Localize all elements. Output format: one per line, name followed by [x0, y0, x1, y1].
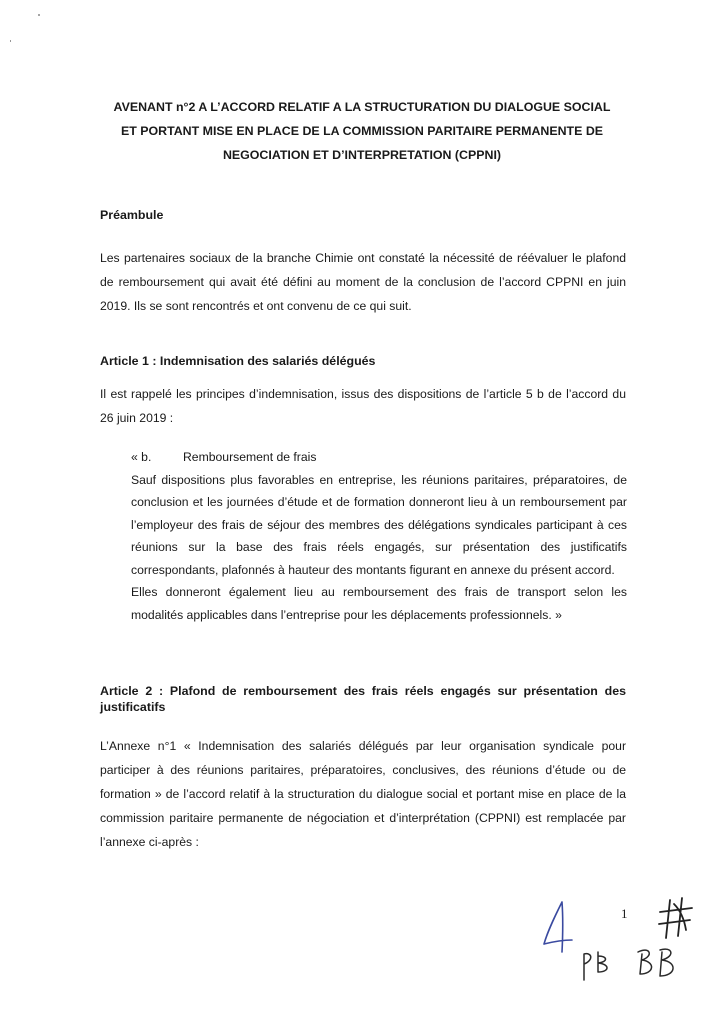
- clause-title: Remboursement de frais: [183, 450, 317, 464]
- quoted-clause: [131, 446, 627, 626]
- article-2-text: L’Annexe n°1 « Indemnisation des salariés délégués par leur organisation syndicale pour participer à des réunions paritaires, préparatoires, conclusives, des réunions d’étude ou de formation » de l’accord relatif à la structuration du dialogue social et portant mise en place de la commission paritaire permanente de négociation et d’interprétation (CPPNI) est remplacée par l’annexe ci-après :: [100, 739, 626, 849]
- handwritten-hash-initial-icon: [656, 896, 696, 942]
- clause-marker: « b.: [131, 450, 152, 464]
- handwritten-initials-pb-icon: [580, 948, 616, 984]
- article-2-heading: Article 2 : Plafond de remboursement des frais réels engagés sur présentation des justificatifs: [100, 684, 626, 714]
- page-number: 1: [621, 906, 628, 921]
- article-1-heading: Article 1 : Indemnisation des salariés délégués: [100, 354, 376, 368]
- title-line-3: NEGOCIATION ET D’INTERPRETATION (CPPNI): [222, 148, 502, 162]
- title-line-1: AVENANT n°2 A L’ACCORD RELATIF A LA STRUCTURATION DU DIALOGUE SOCIAL: [113, 100, 611, 114]
- handwritten-initials-bb-icon: [632, 942, 682, 986]
- scan-speck: [10, 40, 11, 42]
- title-line-2: ET PORTANT MISE EN PLACE DE LA COMMISSION PARITAIRE PERMANENTE DE: [120, 124, 604, 138]
- scan-speck: [38, 14, 40, 16]
- clause-paragraph-1: Sauf dispositions plus favorables en entreprise, les réunions paritaires, préparatoires, de conclusion et les journées d’étude et de formation donneront lieu à un remboursement par l’employeur des frais de séjour des membres des délégations syndicales participant à ces réunions sur la base des frais réels engagés, sur présentation des justificatifs correspondants, plafonnés à hauteur des montants figurant en annexe du présent accord.: [131, 472, 627, 577]
- article-1-intro: Il est rappelé les principes d’indemnisation, issus des dispositions de l’article 5 b de l’accord du 26 juin 2019 :: [100, 387, 626, 425]
- preamble-heading: Préambule: [100, 208, 164, 222]
- clause-heading: [131, 446, 627, 469]
- document-title: [80, 95, 644, 167]
- preamble-text: Les partenaires sociaux de la branche Chimie ont constaté la nécessité de réévaluer le plafond de remboursement qui avait été défini au moment de la conclusion de l’accord CPPNI en juin 2019. Ils se sont rencontrés et ont convenu de ce qui suit.: [100, 251, 626, 313]
- clause-paragraph-2: Elles donneront également lieu au remboursement des frais de transport selon les modalités applicables dans l’entreprise pour les déplacements professionnels. »: [131, 585, 627, 622]
- handwritten-initial-a-icon: [538, 898, 578, 958]
